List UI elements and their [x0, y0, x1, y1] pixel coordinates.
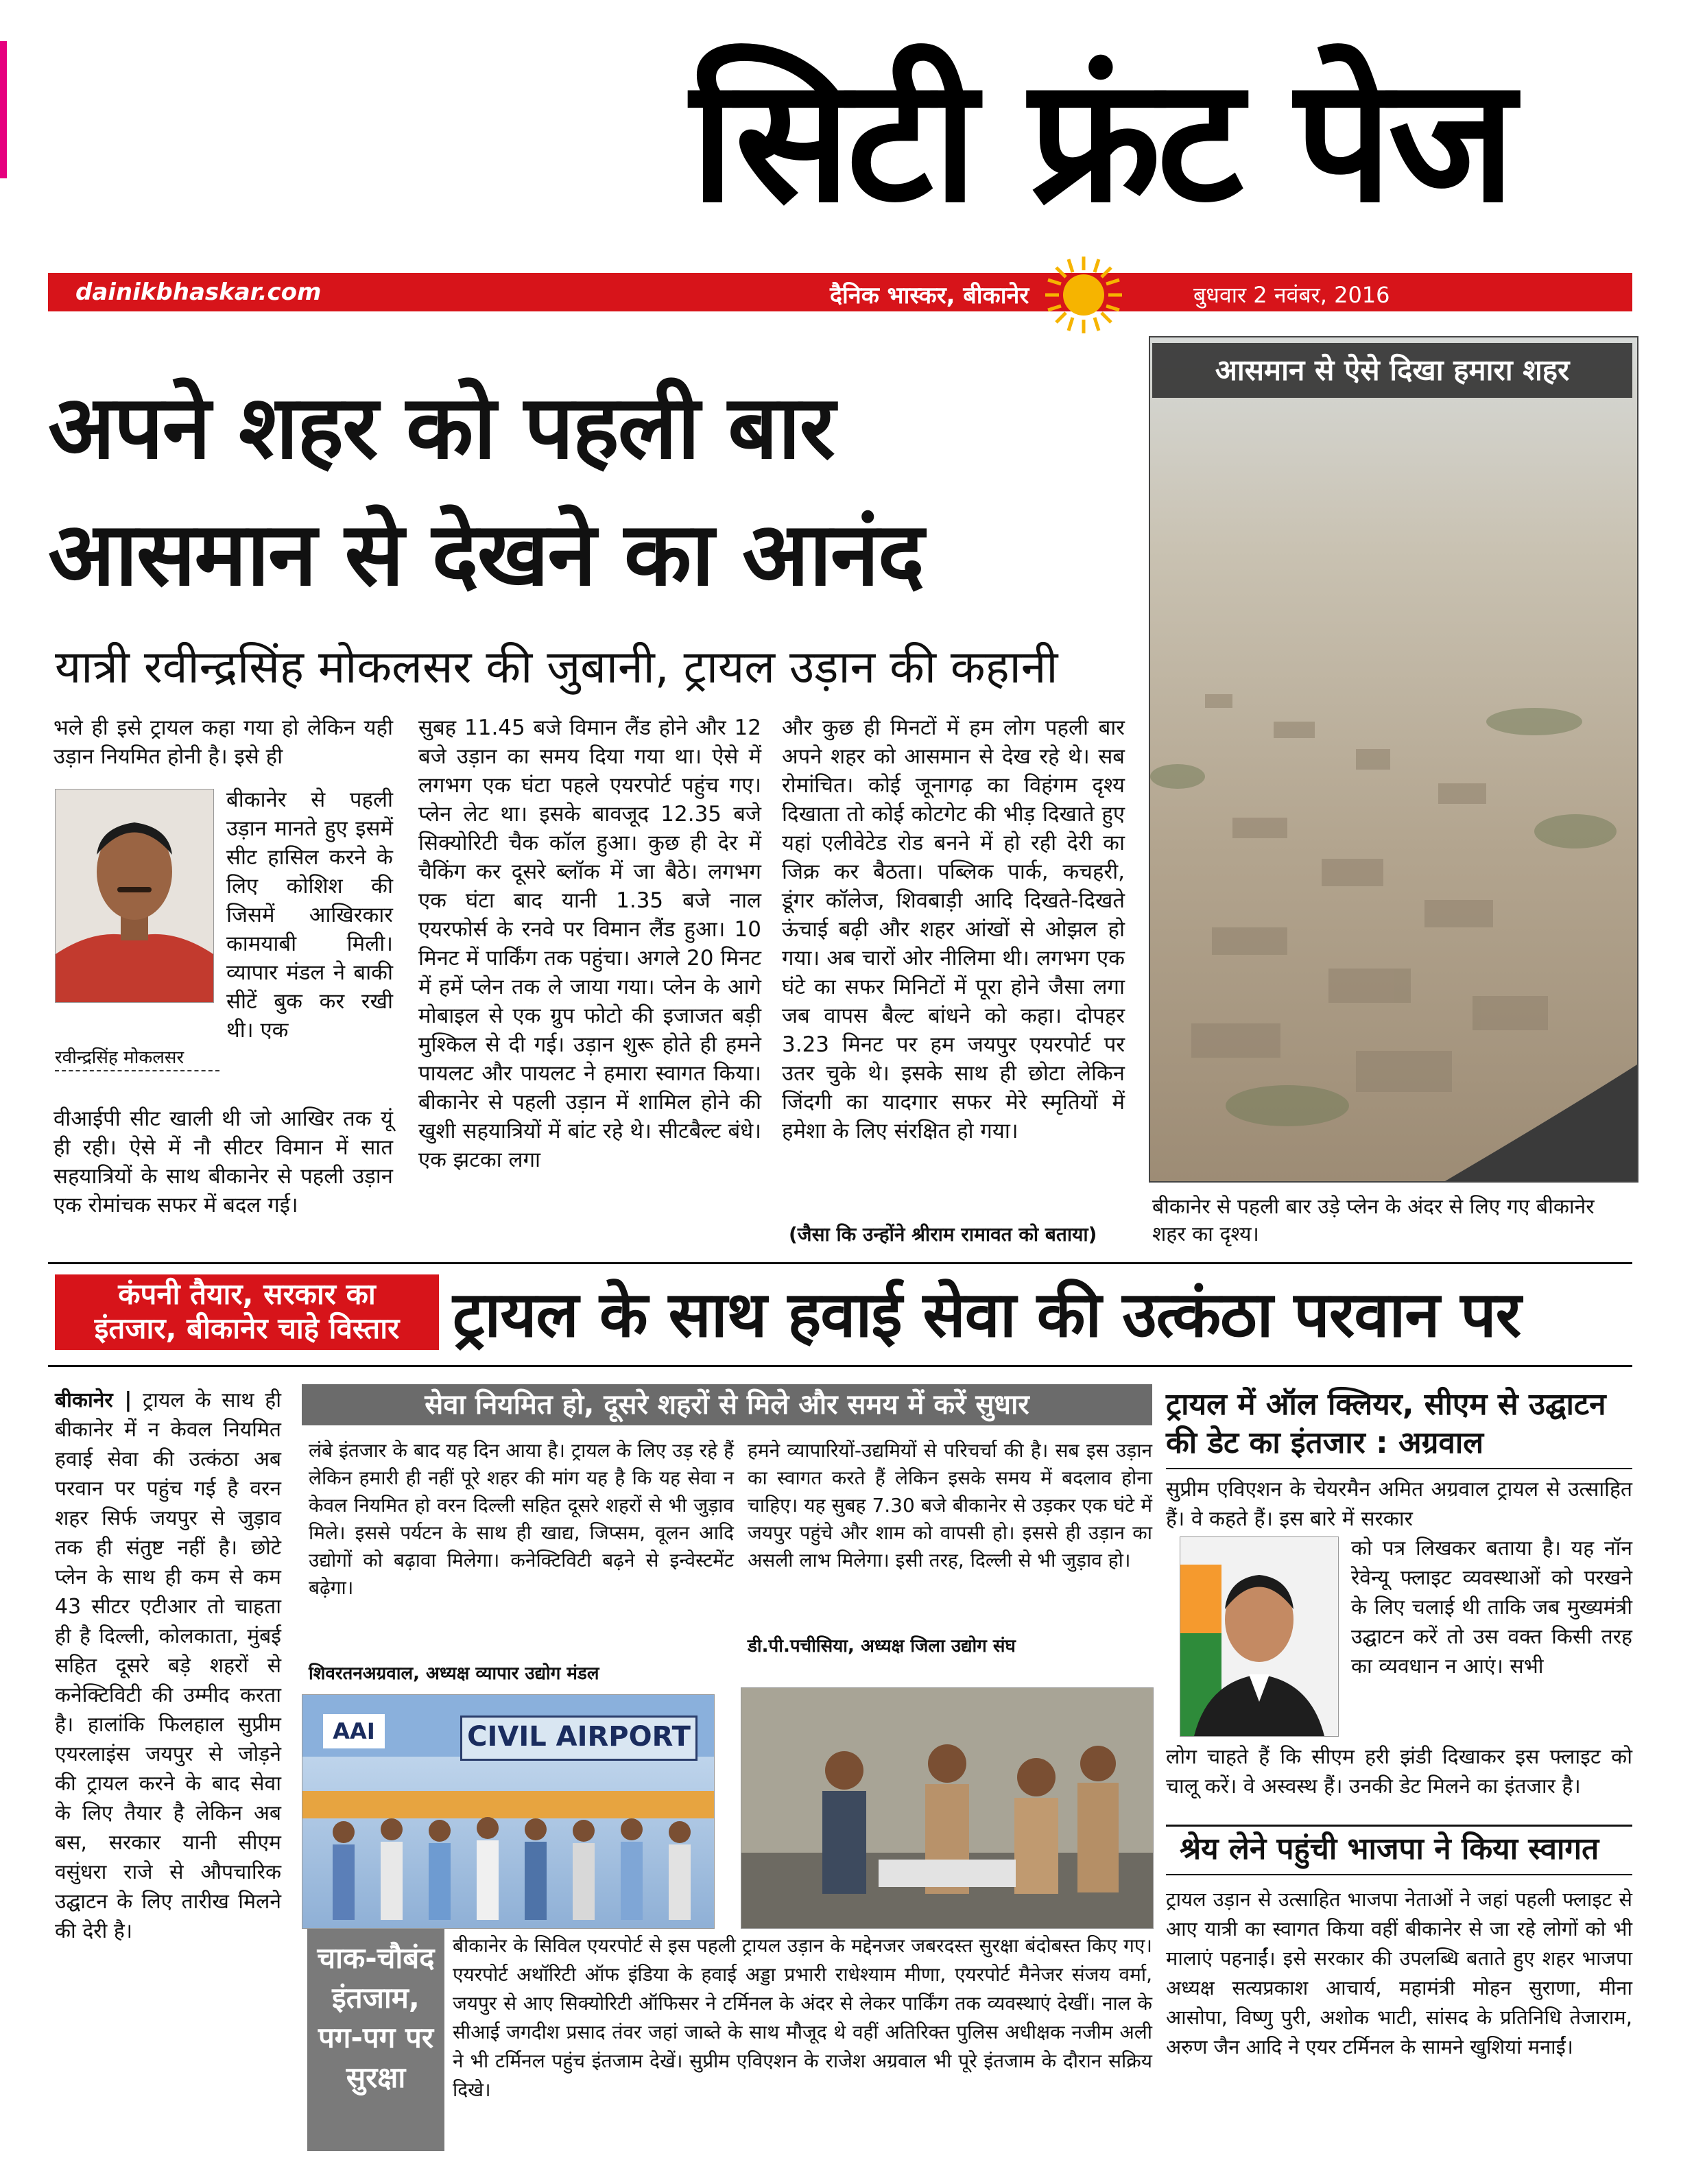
- lead-subhead: यात्री रवीन्द्रसिंह मोकलसर की जुबानी, ट्रायल उड़ान की कहानी: [55, 641, 1058, 693]
- second-headline: ट्रायल के साथ हवाई सेवा की उत्कंठा परवान पर: [453, 1278, 1521, 1351]
- aerial-city-photo: [1149, 336, 1638, 1183]
- edge-color-mark: [0, 41, 7, 178]
- sun-logo-icon: [1042, 254, 1125, 336]
- lead-headline-line2: आसमान से देखने का आनंद: [48, 503, 923, 606]
- airport-group-photo: [302, 1694, 715, 1929]
- lead-col3-credit: (जैसा कि उन्होंने श्रीराम रामावत को बताया): [789, 1223, 1097, 1246]
- chairman-portrait-icon: [1180, 1537, 1338, 1736]
- aerial-view-icon: [1150, 337, 1637, 1181]
- right-headline-1: ट्रायल में ऑल क्लियर, सीएम से उद्घाटन की डेट का इंतजार : अग्रवाल: [1166, 1387, 1606, 1460]
- right-rule-2: [1166, 1825, 1632, 1827]
- man-portrait-icon: [56, 790, 213, 1002]
- paper-name: दैनिक भास्कर, बीकानेर: [830, 282, 1029, 309]
- lead-headline-line1: अपने शहर को पहली बार: [48, 377, 834, 479]
- right-rule-3: [1166, 1874, 1632, 1875]
- right-text-1-top: सुप्रीम एविएशन के चेयरमैन अमित अग्रवाल ट्रायल से उत्साहित हैं। वे कहते हैं। इस बारे में सरकार: [1166, 1477, 1632, 1531]
- second-left-col: [55, 1386, 281, 1946]
- section-tag-line1: कंपनी तैयार, सरकार का: [118, 1277, 376, 1311]
- aai-logo: AAI: [323, 1714, 385, 1748]
- chairman-photo: [1180, 1536, 1339, 1737]
- quote-2: हमने व्यापारियों-उद्यमियों से परिचर्चा की है। सब इस उड़ान का स्वागत करते हैं लेकिन इसके समय में बदलाव होना चाहिए। यह सुबह 7.30 बजे बीकानेर से उड़कर एक घंटे में जयपुर पहुंचे और शाम को वापसी हो। इससे ही उड़ान का असली लाभ मिलेगा। इसी तरह, दिल्ली से भी जुड़ाव हो।: [748, 1439, 1152, 1571]
- second-left-text: ट्रायल के साथ ही बीकानेर में न केवल नियमित हवाई सेवा की उत्कंठा अब परवान पर पहुंच गई है वरन शहर सिर्फ जयपुर से जुड़ाव तक ही संतुष्ट नहीं है। छोटे प्लेन के साथ ही कम से कम 43 सीटर एटीआर तो चाहता ही है दिल्ली, कोलकाता, मुंबई सहित दूसरे बड़े शहरों से कनेक्टिविटी की उम्मीद करता है। हालांकि फिलहाल सुप्रीम एयरलाइंस जयपुर से जोड़ने की ट्रायल करने के बाद सेवा के लिए तैयार है लेकिन अब बस, सरकार यानी सीएम वसुंधरा राजे से औपचारिक उद्घाटन के लिए तारीख मिलने की देरी है।: [55, 1388, 281, 1943]
- right-text-2: ट्रायल उड़ान से उत्साहित भाजपा नेताओं ने जहां पहली फ्लाइट से आए यात्री का स्वागत किया वहीं बीकानेर से जा रहे लोगों को भी मालाएं पहनाईं। इसे सरकार की उपलब्धि बताते हुए शहर भाजपा अध्यक्ष सत्यप्रकाश आचार्य, महामंत्री मोहन सुराणा, मीना आसोपा, विष्णु पुरी, अशोक भाटी, सांसद के प्रतिनिधि तेजाराम, अरुण जैन आदि ने एयर टर्मिनल के सामने खुशियां मनाईं।: [1166, 1888, 1632, 2058]
- lead-col1-top: भले ही इसे ट्रायल कहा गया हो लेकिन यही उड़ान नियमित होनी है। इसे ही: [53, 715, 393, 769]
- lead-col1-side: बीकानेर से पहली उड़ान मानते हुए इसमें सीट हासिल करने के लिए कोशिश की जिसमें आखिरकार कामयाबी मिली। व्यापार मंडल ने बाकी सीटें बुक कर रखी थी। एक: [226, 787, 393, 1043]
- quote-2-signature: डी.पी.पचीसिया, अध्यक्ष जिला उद्योग संघ: [748, 1636, 1016, 1657]
- right-text-1-bottom: लोग चाहते हैं कि सीएम हरी झंडी दिखाकर इस फ्लाइट को चालू करें। वे अस्वस्थ हैं। उनकी डेट मिलने का इंतजार है।: [1166, 1745, 1632, 1799]
- lead-col1-bottom: वीआईपी सीट खाली थी जो आखिर तक यूं ही रही। ऐसे में नौ सीटर विमान में सात सहयात्रियों के साथ बीकानेर से पहली उड़ान एक रोमांचक सफर में बदल गई।: [53, 1106, 393, 1218]
- security-officers-icon: [741, 1688, 1153, 1928]
- aerial-photo-label: आसमान से ऐसे दिखा हमारा शहर: [1152, 343, 1632, 398]
- caption-rule: [55, 1070, 219, 1071]
- right-headline-2: श्रेय लेने पहुंची भाजपा ने किया स्वागत: [1180, 1831, 1599, 1866]
- section-divider: [48, 1262, 1632, 1264]
- right-rule-1: [1166, 1468, 1632, 1469]
- dateline: बीकानेर |: [55, 1388, 132, 1412]
- portrait-caption: रवीन्द्रसिंह मोकलसर: [55, 1047, 184, 1068]
- lead-col2: सुबह 11.45 बजे विमान लैंड होने और 12 बजे उड़ान का समय दिया गया था। ऐसे में लगभग एक घंटा पहले एयरपोर्ट पहुंच गए। प्लेन लेट था। इसके बावजूद 12.35 बजे सिक्योरिटी चैक कॉल हुआ। कुछ ही देर में चैकिंग कर दूसरे ब्लॉक में जा बैठे। लगभग एक घंटा बाद यानी 1.35 बजे नाल एयरफोर्स के रनवे पर विमान लैंड हुआ। 10 मिनट में पार्किंग तक पहुंचा। अगले 20 मिनट में हमें प्लेन तक ले जाया गया। प्लेन के आगे मोबाइल से एक ग्रुप फोटो की इजाजत बड़ी मुश्किल से दी गई। उड़ान शुरू होते ही हमने पायलट और पायलट ने हमारा स्वागत किया। बीकानेर से पहली उड़ान में शामिल होने की खुशी सहयात्रियों में बांट रहे थे। सीटबैल्ट बंधे। एक झटका लगा: [418, 715, 761, 1172]
- security-tag: चाक-चौबंद इंतजाम, पग-पग पर सुरक्षा: [307, 1929, 444, 2151]
- right-text-1-side: को पत्र लिखकर बताया है। यह नॉन रेवेन्यू फ्लाइट व्यवस्थाओं को परखने के लिए चलाई थी ताकि जब मुख्यमंत्री उद्घाटन करें तो उस वक्त किसी तरह का व्यवधान न आएं। सभी: [1351, 1536, 1632, 1678]
- airport-signboard: CIVIL AIRPORT: [460, 1716, 698, 1761]
- quote-1: लंबे इंतजार के बाद यह दिन आया है। ट्रायल के लिए उड़ रहे हैं लेकिन हमारी ही नहीं पूरे शहर की मांग यह है कि यह सेवा न केवल नियमित हो वरन दिल्ली सहित दूसरे शहरों से भी जुड़ाव मिले। इससे पर्यटन के साथ ही खाद्य, जिप्सम, वूलन आदि उद्योगों को बढ़ावा मिलेगा। कनेक्टिविटी बढ़ने से इन्वेस्टमेंट बढ़ेगा।: [309, 1439, 734, 1599]
- opinion-band: सेवा नियमित हो, दूसरे शहरों से मिले और समय में करें सुधार: [302, 1384, 1152, 1425]
- quote-1-signature: शिवरतनअग्रवाल, अध्यक्ष व्यापार उद्योग मंडल: [309, 1663, 599, 1684]
- security-check-photo: [741, 1687, 1154, 1929]
- lead-col3: और कुछ ही मिनटों में हम लोग पहली बार अपने शहर को आसमान से देख रहे थे। सब रोमांचित। कोई जूनागढ़ का विहंगम दृश्य दिखाता तो कोई कोटगेट की भीड़ दिखाते हुए यहां एलीवेटेड रोड बनने में हो रही देरी का जिक्र कर बैठता। पब्लिक पार्क, कचहरी, डूंगर कॉलेज, शिवबाड़ी आदि दिखते-दिखते ऊंचाई बढ़ी और शहर आंखों से ओझल हो गया। अब चारों ओर नीलिमा थी। लगभग एक घंटे का सफर मिनिटों में पूरा होने जैसा लगा जब वापस बैल्ट बांधने को कहा। दोपहर 3.23 मिनट पर हम जयपुर एयरपोर्ट पर उतर चुके थे। इसके साथ ही छोटा लेकिन जिंदगी का यादगार सफर मेरे स्मृतियों में हमेशा के लिए संरक्षित हो गया।: [782, 715, 1125, 1143]
- masthead-bar: [48, 273, 1632, 311]
- page-title: सिटी फ्रंट पेज: [690, 40, 1512, 240]
- issue-date: बुधवार 2 नवंबर, 2016: [1193, 282, 1390, 308]
- site-url: dainikbhaskar.com: [75, 278, 322, 306]
- section-divider-2: [48, 1365, 1632, 1367]
- people-group-icon: [302, 1805, 714, 1928]
- section-tag: [55, 1274, 439, 1350]
- aerial-photo-caption: बीकानेर से पहली बार उड़े प्लेन के अंदर से लिए गए बीकानेर शहर का दृश्य।: [1152, 1195, 1595, 1246]
- portrait-photo: [55, 789, 214, 1003]
- section-tag-line2: इंतजार, बीकानेर चाहे विस्तार: [94, 1311, 400, 1345]
- security-text: बीकानेर के सिविल एयरपोर्ट से इस पहली ट्रायल उड़ान के मद्देनजर जबरदस्त सुरक्षा बंदोबस्त किए गए। एयरपोर्ट अथॉरिटी ऑफ इंडिया के हवाई अड्डा प्रभारी राधेश्याम मीणा, एयरपोर्ट मैनेजर संजय वर्मा, जयपुर से आए सिक्योरिटी ऑफिसर ने टर्मिनल के अंदर से लेकर पार्किंग तक व्यवस्थाएं देखीं। नाल के सीआई जगदीश प्रसाद तंवर जहां जाब्ते के साथ मौजूद थे वहीं अतिरिक्त पुलिस अधीक्षक नजीम अली ने भी टर्मिनल पहुंच इंतजाम देखें। सुप्रीम एविएशन के राजेश अग्रवाल भी पूरे इंतजाम के दौरान सक्रिय दिखे।: [453, 1934, 1152, 2101]
